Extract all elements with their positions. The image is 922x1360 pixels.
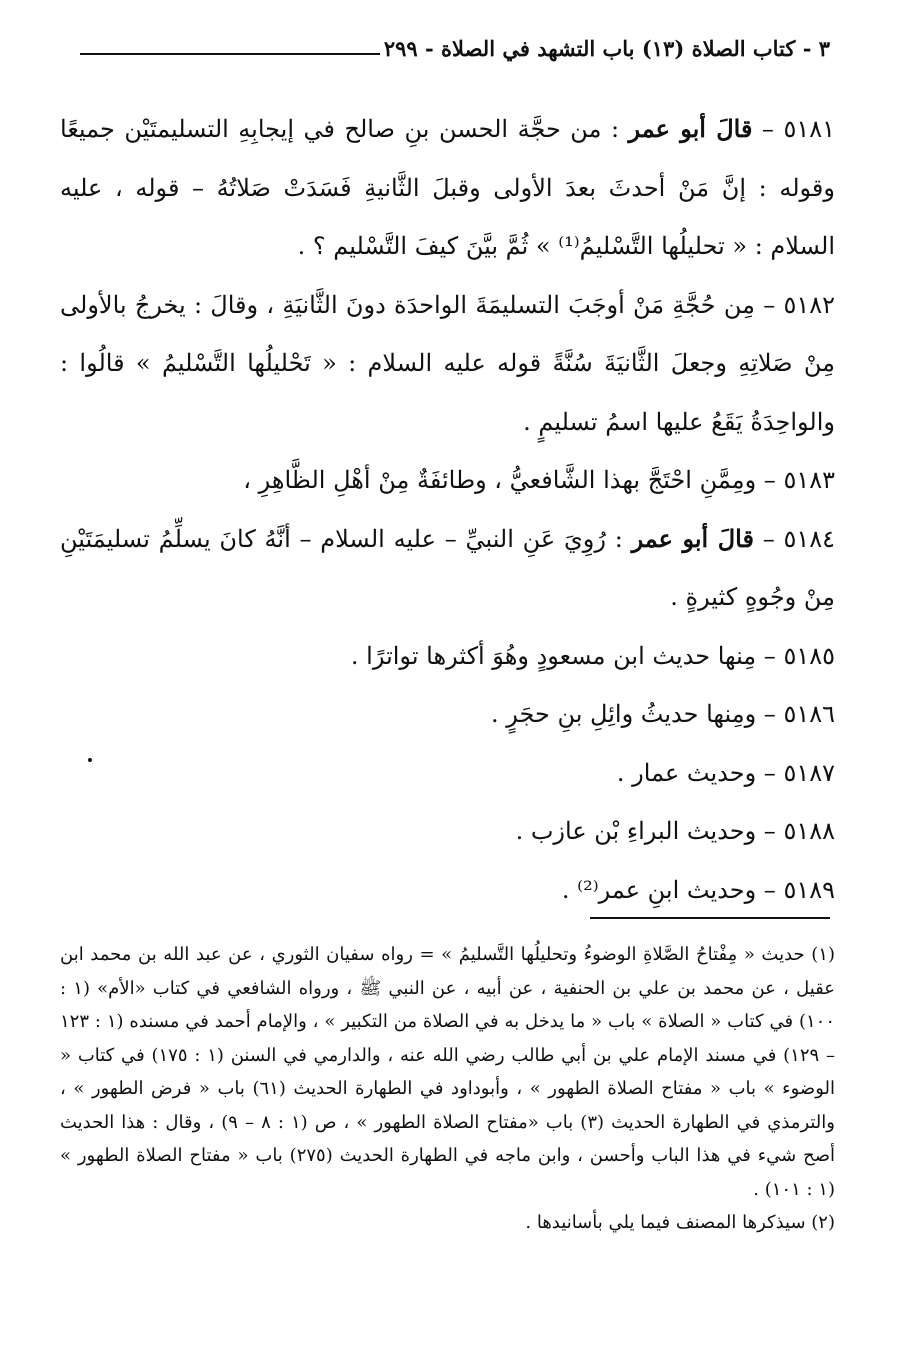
paragraph-number: ٥١٨٥ — [783, 641, 835, 670]
paragraph-5187: ٥١٨٧ – وحديث عمار . — [616, 758, 835, 787]
footnote-separator — [590, 917, 830, 919]
paragraph-5181: ٥١٨١ – قالَ أبو عمر : من حجَّة الحسن بنِ صالح في إيجابِهِ التسليمتَيْن جميعًا وقوله : إنَّ مَنْ أحدثَ بعدَ الأولى وقبلَ الثَّانيةِ فَسَدَتْ صَلاتُهُ – قوله ، عليه السلام : « تحليلُها التَّسْليمُ⁽¹⁾ » ثُمَّ بيَّنَ كيفَ التَّسْليم ؟ . — [60, 114, 835, 260]
paragraph-text: ومِنها حديثُ وائِلِ بنِ حجَرٍ . — [491, 700, 757, 728]
footnote-2: (٢) سيذكرها المصنف فيما يلي بأسانيدها . — [525, 1212, 835, 1233]
paragraph-number: ٥١٨١ — [783, 115, 835, 143]
paragraph-number: ٥١٨٣ — [783, 466, 835, 494]
speaker-label: قالَ أبو عمر — [628, 114, 753, 143]
print-speck — [88, 758, 92, 762]
footnotes — [60, 938, 835, 1240]
paragraph-text: : من حجَّة الحسن بنِ صالح في إيجابِهِ التسليمتَيْن جميعًا وقوله : إنَّ مَنْ أحدثَ بعدَ الأولى وقبلَ الثَّانيةِ فَسَدَتْ صَلاتُهُ – قوله ، عليه السلام : « تحليلُها التَّسْليمُ⁽¹⁾ » ثُمَّ بيَّنَ كيفَ التَّسْليم ؟ . — [60, 115, 835, 260]
paragraph-5186: ٥١٨٦ – ومِنها حديثُ وائِلِ بنِ حجَرٍ . — [491, 700, 835, 728]
header-rule — [80, 53, 380, 55]
paragraph-number: ٥١٨٢ — [783, 290, 835, 319]
paragraph-5184: ٥١٨٤ – قالَ أبو عمر : رُوِيَ عَنِ النبيِّ – عليه السلام – أنَّهُ كانَ يسلِّمُ تسليمَتَيْنِ مِنْ وجُوهٍ كثيرةٍ . — [60, 523, 836, 611]
paragraph-5183: ٥١٨٣ – ومِمَّنِ احْتَجَّ بهذا الشَّافعيُّ ، وطائفَةٌ مِنْ أهْلِ الظَّاهِرِ ، — [243, 466, 835, 494]
paragraph-number: ٥١٨٤ — [783, 524, 836, 553]
paragraph-number: ٥١٨٨ — [783, 817, 835, 845]
paragraph-5189: ٥١٨٩ – وحديث ابنِ عمر⁽²⁾ . — [561, 875, 835, 904]
header-title: ٣ - كتاب الصلاة (١٣) باب التشهد في الصلاة - ٢٩٩ — [383, 36, 830, 61]
paragraph-text: وحديث البراءِ بْن عازب . — [515, 817, 757, 845]
paragraph-number: ٥١٨٩ — [783, 875, 835, 904]
paragraph-text: مِنها حديث ابن مسعودٍ وهُوَ أكثرها تواترًا . — [350, 641, 757, 670]
paragraph-5188: ٥١٨٨ – وحديث البراءِ بْن عازب . — [515, 817, 835, 845]
paragraph-5182: ٥١٨٢ – مِن حُجَّةِ مَنْ أوجَبَ التسليمَةَ الواحدَة دونَ الثَّانيَةِ ، وقالَ : يخرجُ بالأولى مِنْ صَلاتِهِ وجعلَ الثَّانيَةَ سُنَّةً قوله عليه السلام : « تَحْليلُها التَّسْليمُ » قالُوا : والواحِدَةُ يَقَعُ عليها اسمُ تسليمٍ . — [60, 290, 835, 436]
paragraph-text: : رُوِيَ عَنِ النبيِّ – عليه السلام – أنَّهُ كانَ يسلِّمُ تسليمَتَيْنِ مِنْ وجُوهٍ كثيرةٍ . — [60, 524, 835, 611]
paragraph-number: ٥١٨٧ — [783, 758, 835, 787]
paragraph-text: وحديث عمار . — [616, 758, 757, 787]
paragraph-text: ومِمَّنِ احْتَجَّ بهذا الشَّافعيُّ ، وطائفَةٌ مِنْ أهْلِ الظَّاهِرِ ، — [243, 466, 757, 494]
paragraph-text: مِن حُجَّةِ مَنْ أوجَبَ التسليمَةَ الواحدَة دونَ الثَّانيَةِ ، وقالَ : يخرجُ بالأولى مِنْ صَلاتِهِ وجعلَ الثَّانيَةَ سُنَّةً قوله عليه السلام : « تَحْليلُها التَّسْليمُ » قالُوا : والواحِدَةُ يَقَعُ عليها اسمُ تسليمٍ . — [60, 290, 835, 436]
main-text — [60, 100, 835, 919]
footnote-1: (١) حديث « مِفْتاحُ الصَّلاةِ الوضوءُ وتحليلُها التَّسليمُ » = رواه سفيان الثوري ، عن عبد الله بن محمد ابن عقيل ، عن محمد بن علي بن الحنفية ، عن أبيه ، عن النبي ﷺ ، ورواه الشافعي في كتاب «الأم» (١ : ١٠٠) في كتاب « الصلاة » باب « ما يدخل به في الصلاة من التكبير » ، والإمام أحمد في مسنده (١ : ١٢٣ – ١٢٩) في مسند الإمام علي بن أبي طالب رضي الله عنه ، والدارمي في السنن (١ : ١٧٥) في كتاب « الوضوء » باب « مفتاح الصلاة الطهور » ، وأبوداود في الطهارة الحديث (٦١) باب « فرض الطهور » ، والترمذي في الطهارة الحديث (٣) باب «مفتاح الصلاة الطهور » ، ص (١ : ٨ – ٩) ، وقال : هذا الحديث أصح شيء في هذا الباب وأحسن ، وابن ماجه في الطهارة الحديث (٢٧٥) باب « مفتاح الصلاة الطهور » (١ : ١٠١) . — [60, 944, 835, 1200]
speaker-label: قالَ أبو عمر — [631, 523, 754, 553]
paragraph-text: وحديث ابنِ عمر⁽²⁾ . — [561, 875, 757, 904]
paragraph-number: ٥١٨٦ — [783, 700, 835, 728]
paragraph-5185: ٥١٨٥ – مِنها حديث ابن مسعودٍ وهُوَ أكثرها تواترًا . — [350, 641, 835, 670]
running-header — [70, 30, 830, 70]
